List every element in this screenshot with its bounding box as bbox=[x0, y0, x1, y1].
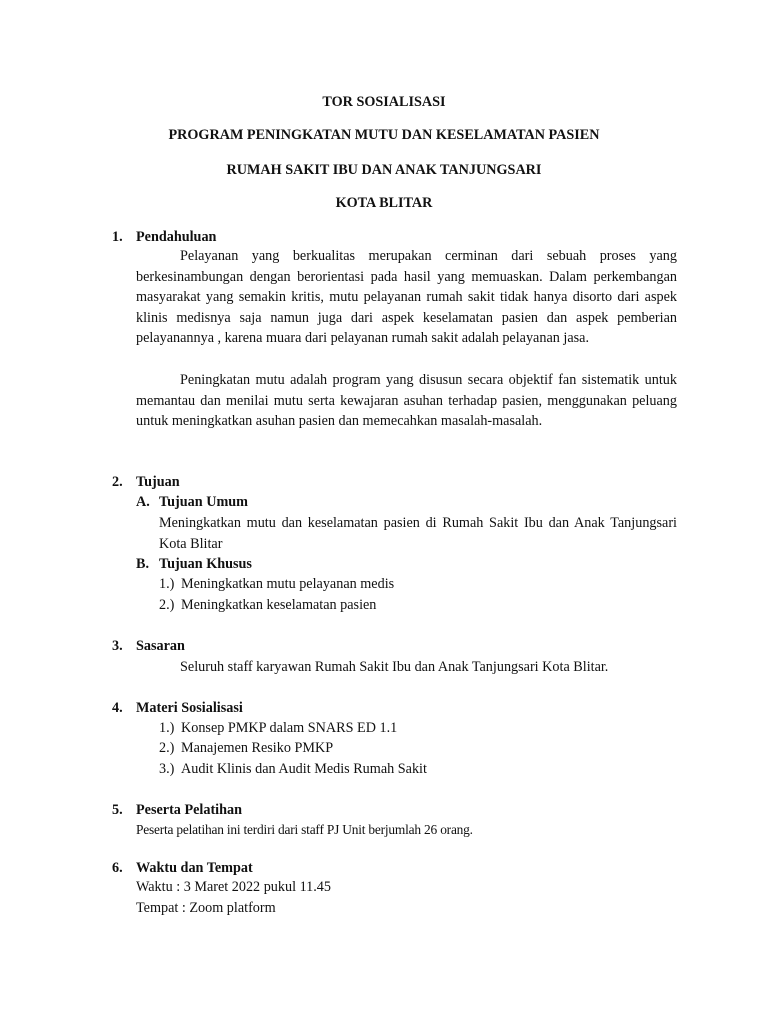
section-heading-waktu-tempat bbox=[112, 858, 253, 878]
section-number: 1. bbox=[112, 229, 123, 245]
list-item-text: Meningkatkan mutu pelayanan medis bbox=[181, 576, 395, 592]
list-item-text: Manajemen Resiko PMKP bbox=[181, 740, 334, 756]
section-number: 5. bbox=[112, 802, 123, 818]
sasaran-text: Seluruh staff karyawan Rumah Sakit Ibu dan Anak Tanjungsari Kota Blitar. bbox=[180, 659, 609, 675]
tempat-text: Tempat : Zoom platform bbox=[136, 900, 276, 916]
section-heading-pendahuluan bbox=[112, 227, 216, 247]
list-item bbox=[159, 718, 397, 738]
section-title: Tujuan bbox=[136, 474, 180, 490]
list-item-number: 2.) bbox=[159, 740, 175, 756]
section-number: 4. bbox=[112, 700, 123, 716]
section-heading-tujuan bbox=[112, 472, 180, 492]
list-item-number: 2.) bbox=[159, 597, 175, 613]
subsection-letter: A. bbox=[136, 494, 150, 510]
subsection-letter: B. bbox=[136, 556, 150, 572]
section-heading-peserta bbox=[112, 800, 242, 820]
list-item-text: Konsep PMKP dalam SNARS ED 1.1 bbox=[181, 720, 398, 736]
doc-subtitle-program: PROGRAM PENINGKATAN MUTU DAN KESELAMATAN PASIEN bbox=[168, 127, 600, 143]
paragraph-pendahuluan-2: Peningkatan mutu adalah program yang disusun secara objektif fan sistematik untuk memantau dan menilai mutu serta kewajaran asuhan terhadap pasien, menggunakan peluang untuk meningkatkan asuhan pasien dan memecahkan masalah-masalah. bbox=[136, 372, 677, 430]
section-heading-sasaran bbox=[112, 636, 185, 656]
section-number: 6. bbox=[112, 860, 123, 876]
list-item-number: 1.) bbox=[159, 720, 175, 736]
subsection-title: Tujuan Umum bbox=[159, 494, 248, 510]
subheading-tujuan-umum bbox=[136, 492, 248, 512]
subheading-tujuan-khusus bbox=[136, 554, 252, 574]
list-item bbox=[159, 595, 376, 615]
list-item bbox=[159, 759, 427, 779]
list-item bbox=[159, 738, 333, 758]
doc-subtitle-hospital: RUMAH SAKIT IBU DAN ANAK TANJUNGSARI bbox=[226, 162, 542, 178]
waktu-text: Waktu : 3 Maret 2022 pukul 11.45 bbox=[136, 879, 331, 895]
section-title: Waktu dan Tempat bbox=[136, 860, 253, 876]
section-title: Sasaran bbox=[136, 638, 185, 654]
doc-subtitle-city: KOTA BLITAR bbox=[335, 195, 433, 211]
section-title: Materi Sosialisasi bbox=[136, 700, 243, 716]
list-item-number: 1.) bbox=[159, 576, 175, 592]
section-title: Peserta Pelatihan bbox=[136, 802, 242, 818]
peserta-text: Peserta pelatihan ini terdiri dari staff PJ Unit berjumlah 26 orang. bbox=[136, 822, 473, 837]
section-heading-materi bbox=[112, 698, 243, 718]
list-item-text: Audit Klinis dan Audit Medis Rumah Sakit bbox=[181, 761, 427, 777]
doc-title: TOR SOSIALISASI bbox=[322, 94, 446, 110]
tujuan-umum-text: Meningkatkan mutu dan keselamatan pasien di Rumah Sakit Ibu dan Anak Tanjungsari Kota Blitar bbox=[159, 515, 677, 552]
list-item bbox=[159, 574, 394, 594]
section-number: 3. bbox=[112, 638, 123, 654]
list-item-number: 3.) bbox=[159, 761, 175, 777]
subsection-title: Tujuan Khusus bbox=[159, 556, 252, 572]
section-title: Pendahuluan bbox=[136, 229, 217, 245]
list-item-text: Meningkatkan keselamatan pasien bbox=[181, 597, 377, 613]
section-number: 2. bbox=[112, 474, 123, 490]
paragraph-pendahuluan-1: Pelayanan yang berkualitas merupakan cerminan dari sebuah proses yang berkesinambungan dengan berorientasi pada hasil yang memuaskan. Dalam perkembangan masyarakat yang semakin kritis, mutu pelayanan rumah sakit tidak hanya disorto dari aspek klinis medisnya saja namun juga dari aspek keselamatan pasien dan aspek pemberian pelayanannya , karena muara dari pelayanan rumah sakit adalah pelayanan jasa. bbox=[136, 248, 677, 347]
